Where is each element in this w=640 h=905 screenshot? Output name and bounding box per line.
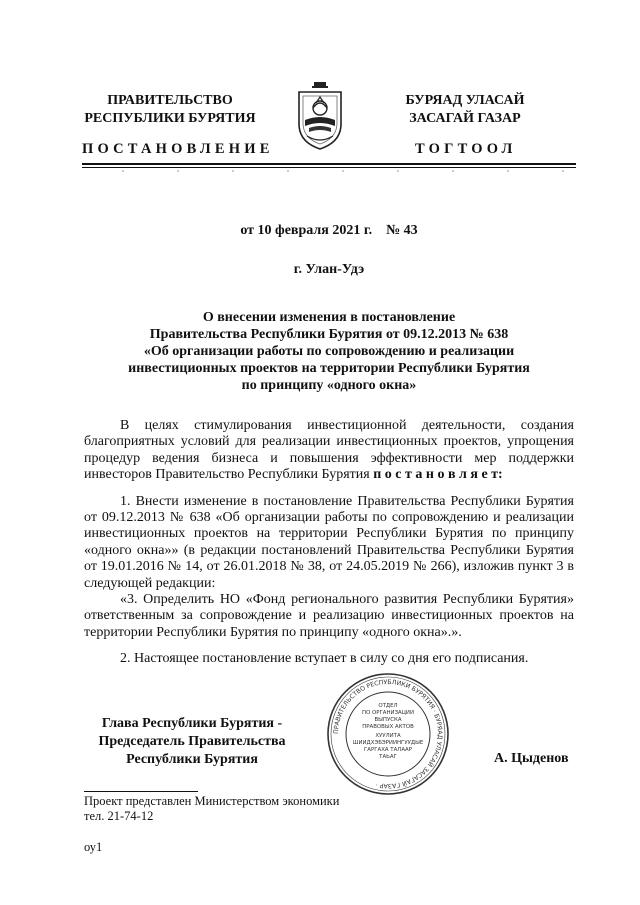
stamp-line1: ОТДЕЛ xyxy=(378,703,398,709)
header-right-block xyxy=(365,92,565,128)
header-right-line1: БУРЯАД УЛАСАЙ xyxy=(405,93,525,108)
stamp-outer-text: ПРАВИТЕЛЬСТВО РЕСПУБЛИКИ БУРЯТИЯ · БУРЯАД УЛАСАЙ ЗАСАГАЙ ГАЗАР · xyxy=(332,678,444,790)
item1-quote-paragraph: «3. Определить НО «Фонд регионального развития Республики Бурятия» ответственным за сопровождение и реализацию инвестиционных проектов на территории Республики Бурятия по принципу «одного окна».». xyxy=(84,592,574,640)
preamble-resolves: п о с т а н о в л я е т: xyxy=(373,467,503,483)
document-title xyxy=(82,309,576,394)
title-line5: по принципу «одного окна» xyxy=(241,378,417,393)
signature-position-line1: Глава Республики Бурятия - xyxy=(101,716,283,731)
preamble-paragraph xyxy=(84,418,574,484)
stamp-line4: ПРАВОВЫХ АКТОВ xyxy=(362,724,414,730)
title-line1: О внесении изменения в постановление xyxy=(202,310,456,325)
stamp-line7: ГАРГАХА ТАЛААР xyxy=(364,747,412,753)
city: г. Улан-Удэ xyxy=(293,262,365,277)
stamp-line3: ВЫПУСКА xyxy=(374,717,402,723)
doc-type-right: ТОГТООЛ xyxy=(415,141,517,157)
phone-number: тел. 21-74-12 xyxy=(84,809,154,823)
header-left-line2: РЕСПУБЛИКИ БУРЯТИЯ xyxy=(84,111,256,126)
header-right-line2: ЗАСАГАЙ ГАЗАР xyxy=(409,111,521,126)
stamp-line8: ТАЬАГ xyxy=(379,754,397,760)
signature-position xyxy=(82,715,302,769)
footer-initials: оу1 xyxy=(84,840,103,854)
preamble-text: В целях стимулирования инвестиционной деятельности, создания благоприятных условий для реализации инвестиционных проектов, упрощения процедур ведения бизнеса и повышения эффективности мер поддержки инвесторов Правительство Республики Бурятия xyxy=(84,418,574,483)
document-body xyxy=(84,418,574,668)
header-dotted-line xyxy=(82,170,576,174)
stamp-line5: ХУУЛИТА xyxy=(375,733,401,739)
coat-of-arms xyxy=(293,80,347,152)
signature-position-line2: Председатель Правительства xyxy=(98,734,286,749)
footer-note xyxy=(84,794,404,824)
title-line3: «Об организации работы по сопровождению и реализации xyxy=(143,344,515,359)
header-left-line1: ПРАВИТЕЛЬСТВО xyxy=(107,93,233,108)
official-stamp xyxy=(326,672,450,796)
item2-paragraph: 2. Настоящее постановление вступает в силу со дня его подписания. xyxy=(120,651,529,667)
project-note: Проект представлен Министерством экономики xyxy=(84,794,340,808)
title-line4: инвестиционных проектов на территории Республики Бурятия xyxy=(128,361,530,376)
title-line2: Правительства Республики Бурятия от 09.12.2013 № 638 xyxy=(149,327,509,342)
stamp-line2: ПО ОРГАНИЗАЦИИ xyxy=(362,710,414,716)
footer-rule xyxy=(84,791,198,792)
stamp-seal-icon xyxy=(326,672,450,796)
doc-type-left: ПОСТАНОВЛЕНИЕ xyxy=(82,141,274,157)
item1-paragraph: 1. Внести изменение в постановление Правительства Республики Бурятия от 09.12.2013 № 638 «Об организации работы по сопровождению и реализации инвестиционных проектов на территории Республики Бурятия по принципу «одного окна»» (в редакции постановлений Правительства Республики Бурятия от 19.01.2016 № 14, от 26.01.2018 № 38, от 24.05.2019 № 266), изложив пункт 3 в следующей редакции: xyxy=(84,493,574,591)
header-rule-thick xyxy=(82,163,576,165)
stamp-line6: ШИИДХЭБЭРИИНГУУДЫЕ xyxy=(352,740,424,746)
coat-of-arms-icon xyxy=(293,80,347,152)
header-rule-thin xyxy=(82,167,576,168)
date-number: от 10 февраля 2021 г. № 43 xyxy=(240,223,418,238)
signatory-name: А. Цыденов xyxy=(494,751,569,766)
header-left-block xyxy=(70,92,270,128)
signature-position-line3: Республики Бурятия xyxy=(126,752,258,767)
